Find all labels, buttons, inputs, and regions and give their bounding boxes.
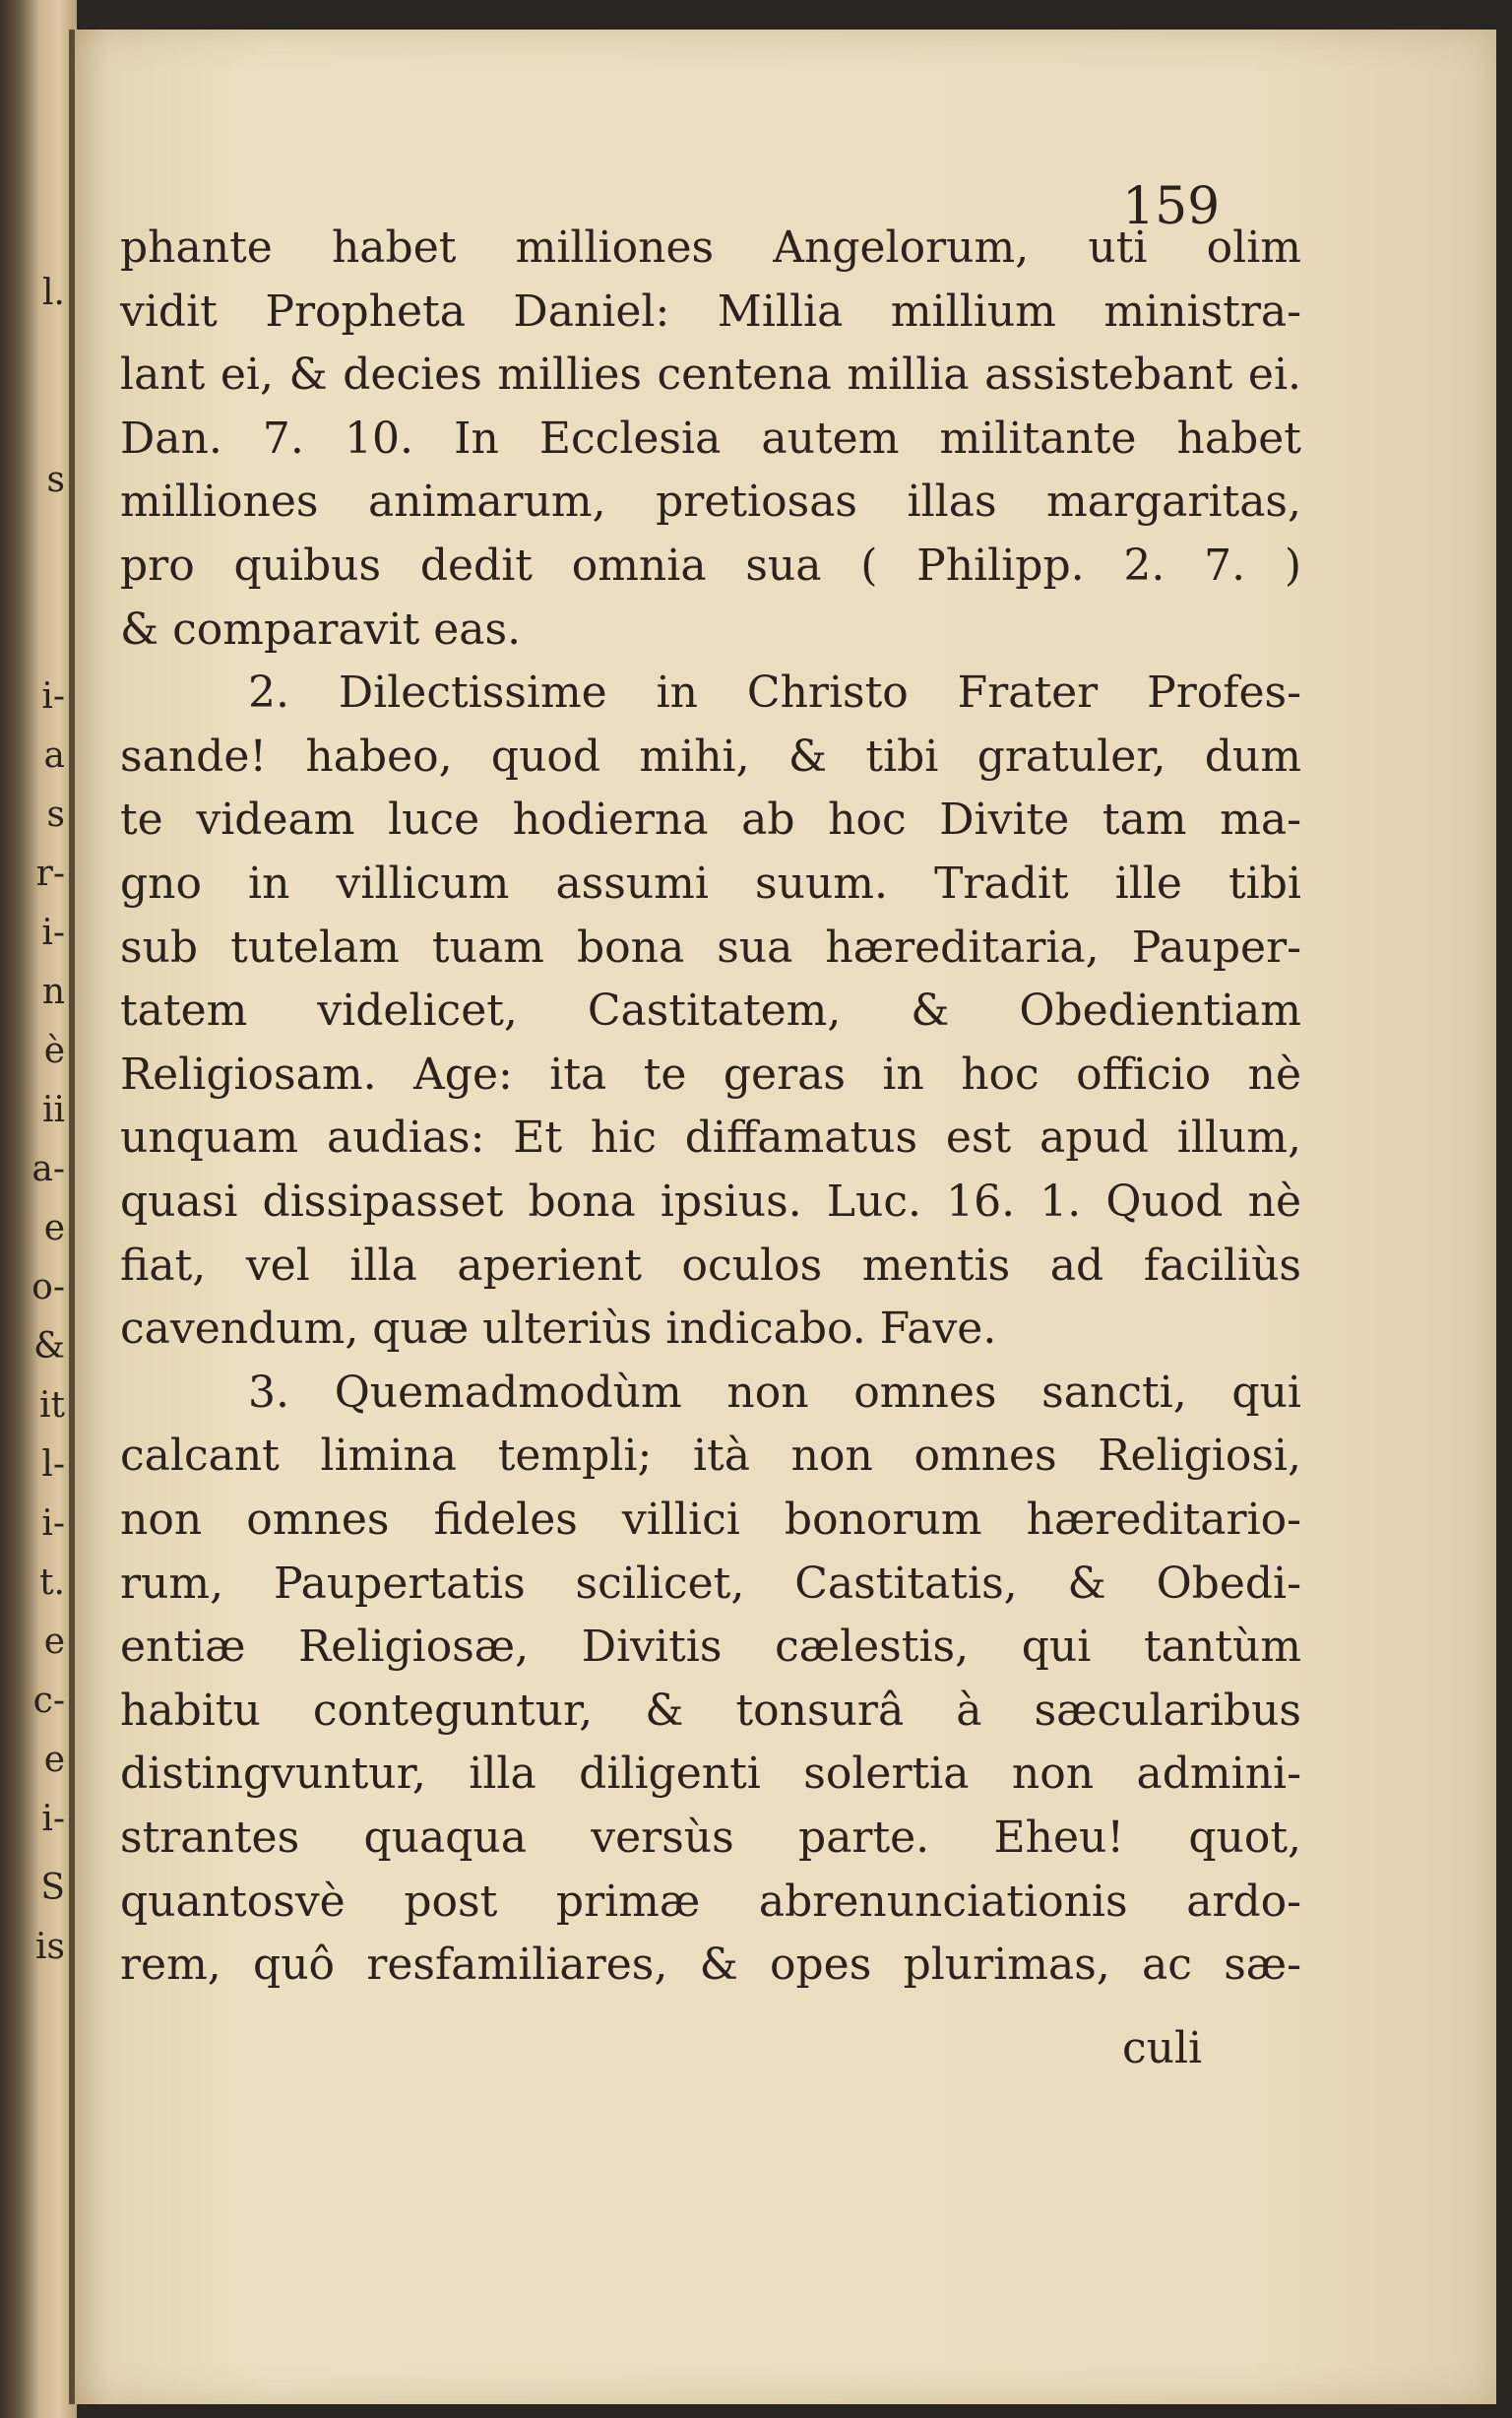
text-line: milliones animarum, pretiosas illas margaritas, (120, 477, 1301, 528)
catchword: culi (1122, 2023, 1203, 2073)
text-line: cavendum, quæ ulteriùs indicabo. Fave. (120, 1304, 997, 1355)
facing-page-fragment: it (39, 1385, 65, 1426)
facing-page-fragment: l- (41, 1444, 65, 1485)
text-line: pro quibus dedit omnia sua ( Philipp. 2. 7. ) (120, 541, 1301, 591)
text-line: quasi dissipasset bona ipsius. Luc. 16. 1. Quod nè (120, 1177, 1301, 1227)
facing-page-fragment: S (40, 1868, 65, 1908)
facing-page-fragment: i- (41, 1799, 65, 1839)
facing-page-fragment: i- (41, 1503, 65, 1544)
text-line: non omnes fideles villici bonorum hæreditario- (120, 1495, 1301, 1545)
facing-page-fragment: ii (41, 1090, 65, 1130)
text-line: unquam audias: Et hic diffamatus est apud illum, (120, 1113, 1301, 1164)
text-line: phante habet milliones Angelorum, uti olim (120, 223, 1301, 273)
text-line: 2. Dilectissime in Christo Frater Profes- (248, 668, 1301, 719)
text-line: Dan. 7. 10. In Ecclesia autem militante habet (120, 413, 1301, 464)
text-line: sande! habeo, quod mihi, & tibi gratuler, dum (120, 731, 1301, 782)
facing-page-fragment: t. (39, 1562, 65, 1603)
text-line: & comparavit eas. (120, 604, 522, 655)
facing-page-fragment: a- (32, 1149, 65, 1189)
facing-page-fragment: e (43, 1740, 65, 1780)
text-line: tatem videlicet, Castitatem, & Obedientiam (120, 986, 1301, 1037)
text-line: entiæ Religiosæ, Divitis cælestis, qui tantùm (120, 1622, 1301, 1673)
facing-page-fragment: n (41, 972, 65, 1012)
text-line: fiat, vel illa aperient oculos mentis ad faciliùs (120, 1240, 1301, 1291)
text-line: gno in villicum assumi suum. Tradit ille tibi (120, 859, 1301, 909)
page-number: 159 (1122, 177, 1221, 236)
facing-page-fragment: e (43, 1622, 65, 1662)
facing-page-edge (0, 0, 77, 2418)
facing-page-fragment: i- (41, 676, 65, 717)
text-line: Religiosam. Age: ita te geras in hoc officio nè (120, 1049, 1301, 1100)
text-line: habitu conteguntur, & tonsurâ à sæcularibus (120, 1685, 1301, 1736)
facing-page-fragment: s (46, 460, 65, 500)
text-line: sub tutelam tuam bona sua hæreditaria, Pauper- (120, 922, 1301, 973)
text-line: strantes quaqua versùs parte. Eheu! quot, (120, 1813, 1301, 1863)
facing-page-fragment: i- (41, 913, 65, 953)
text-line: distingvuntur, illa diligenti solertia non admini- (120, 1749, 1301, 1800)
text-line: rum, Paupertatis scilicet, Castitatis, & Obedi- (120, 1558, 1301, 1609)
text-line: 3. Quemadmodùm non omnes sancti, qui (248, 1367, 1301, 1418)
facing-page-fragment: & (32, 1326, 65, 1367)
text-line: rem, quô resfamiliares, & opes plurimas, ac sæ- (120, 1940, 1301, 1991)
facing-page-fragment: a (43, 735, 65, 776)
facing-page-fragment: s (46, 795, 65, 835)
facing-page-fragment: l. (42, 273, 65, 313)
facing-page-fragment: è (43, 1031, 65, 1071)
page-gutter (69, 30, 75, 2404)
text-line: vidit Propheta Daniel: Millia millium ministra- (120, 286, 1301, 337)
facing-page-fragment: c- (32, 1681, 65, 1721)
facing-page-fragment: o- (32, 1267, 65, 1307)
facing-page-fragment: r- (35, 854, 65, 894)
facing-page-fragment: is (35, 1927, 65, 1967)
facing-page-fragment: e (43, 1208, 65, 1248)
text-line: calcant limina templi; ità non omnes Religiosi, (120, 1431, 1301, 1482)
text-line: te videam luce hodierna ab hoc Divite tam ma- (120, 795, 1301, 846)
text-line: quantosvè post primæ abrenunciationis ardo- (120, 1876, 1301, 1927)
text-line: lant ei, & decies millies centena millia assistebant ei. (120, 350, 1301, 401)
